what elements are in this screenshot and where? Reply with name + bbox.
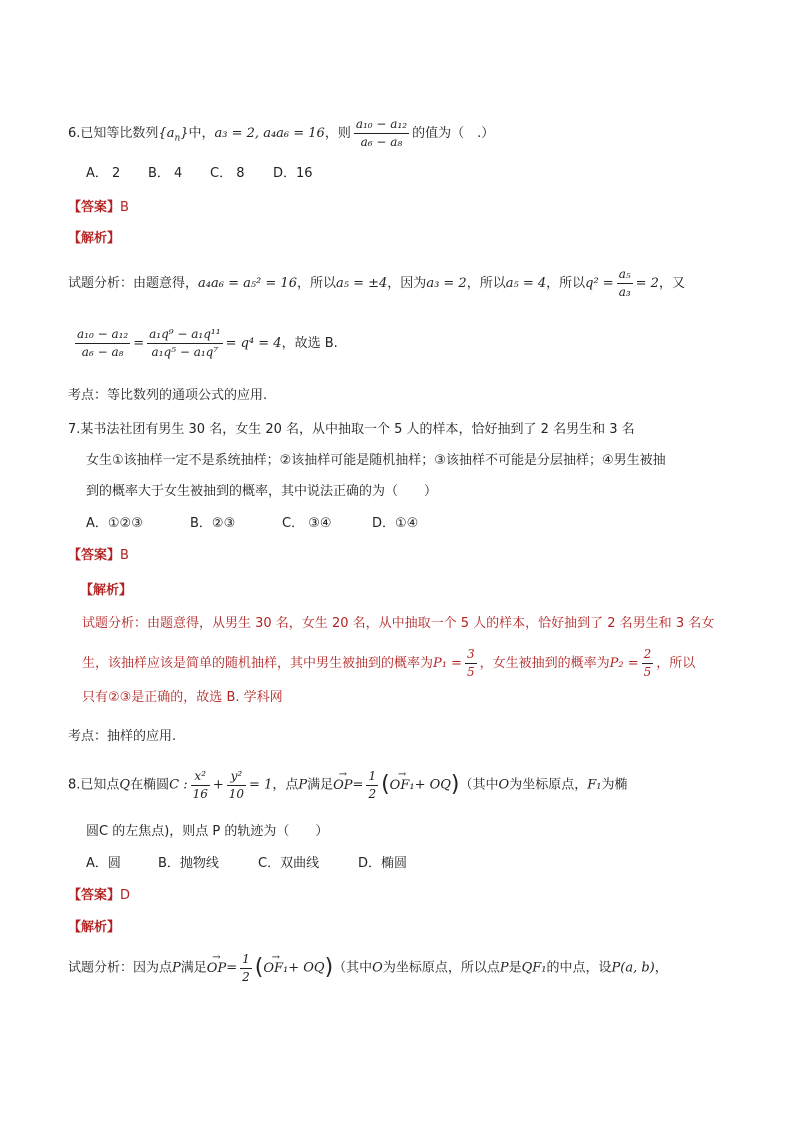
q7-analysis-line1: 试题分析：由题意得，从男生 30 名，女生 20 名，从中抽取一个 5 人的样本，恰好抽到了 2 名男生和 3 名女 bbox=[82, 616, 715, 631]
q8-stem-line2: 圆C 的左焦点)，则点 P 的轨迹为（ ） bbox=[86, 824, 329, 839]
q7-analysis-label: 【解析】 bbox=[80, 583, 133, 598]
answer-label: 【答案】 bbox=[68, 200, 121, 215]
q6-option-a: A． 2 bbox=[86, 166, 121, 181]
q7-kaodian: 考点：抽样的应用. bbox=[68, 729, 177, 744]
q6-kaodian: 考点：等比数列的通项公式的应用. bbox=[68, 388, 268, 403]
q8-answer: 【答案】D bbox=[68, 888, 131, 903]
q8-option-a: A．圆 bbox=[86, 856, 121, 871]
q7-analysis-line2: 生，该抽样应该是简单的随机抽样，其中男生被抽到的概率为P₁ = $\frac{3}{5}$ ，女生被抽到的概率为P₂ = $\frac{2}{5}$ ，所以 bbox=[82, 647, 696, 679]
answer-value: B bbox=[120, 200, 129, 215]
q7-options bbox=[86, 514, 418, 534]
q6-number: 6. bbox=[68, 126, 81, 141]
q7-option-d: D．①④ bbox=[372, 516, 419, 531]
q6-text-b: 中， bbox=[188, 126, 215, 141]
q7-option-a: A．①②③ bbox=[86, 516, 143, 531]
q6-text-a: 已知等比数列 bbox=[80, 126, 159, 141]
q8-option-c: C．双曲线 bbox=[258, 856, 320, 871]
q6-option-b: B． 4 bbox=[148, 166, 183, 181]
q6-fraction: $\frac{\text{a₁₀ − a₁₂}}{\text{a₆ − a₈}}$ bbox=[355, 117, 408, 149]
q7-answer: 【答案】B bbox=[68, 548, 129, 563]
q7-option-c: C． ③④ bbox=[282, 516, 332, 531]
q6-options bbox=[86, 164, 313, 184]
q7-analysis-line3: 只有②③是正确的，故选 B. 学科网 bbox=[82, 690, 283, 705]
q7-option-b: B．②③ bbox=[190, 516, 236, 531]
q6-option-c: C． 8 bbox=[210, 166, 245, 181]
q6-analysis-line2: $\frac{\text{a₁₀ − a₁₂}}{\text{a₆ − a₈}}$ = $\frac{\text{a₁q⁹ − a₁q¹¹}}{\text{a₁q⁵ − a₁q⁷}}$ = q⁴ = 4，故选 B. bbox=[77, 327, 338, 359]
q6-analysis-line1: 试题分析：由题意得，a₄a₆ = a₅² = 16，所以a₅ = ±4，因为a₃ = 2，所以a₅ = 4，所以q² = $\frac{\text{a₅}}{\text{a₃}}$ = 2，又 bbox=[68, 267, 685, 299]
q6-stem bbox=[68, 116, 494, 153]
q6-analysis-label: 【解析】 bbox=[68, 231, 121, 246]
q6-condition: a₃ = 2, a₄a₆ = 16 bbox=[214, 126, 325, 141]
q8-stem-line1: 8.已知点Q在椭圆C : $\frac{\text{x²}}{16}$ + $\frac{\text{y²}}{10}$ = 1，点P满足→ OP= $\frac{1}{2}$ (→ OF₁+ OQ)（其中O为坐标原点，F₁为椭 bbox=[68, 765, 627, 806]
q8-option-b: B．抛物线 bbox=[158, 856, 219, 871]
q6-option-d: D．16 bbox=[273, 166, 313, 181]
q8-options bbox=[86, 854, 407, 874]
q7-stem-line2: 女生①该抽样一定不是系统抽样；②该抽样可能是随机抽样；③该抽样不可能是分层抽样；④男生被抽 bbox=[86, 453, 666, 468]
q7-stem-line1: 7.某书法社团有男生 30 名，女生 20 名，从中抽取一个 5 人的样本，恰好抽到了 2 名男生和 3 名 bbox=[68, 422, 635, 437]
q6-text-d: 的值为（ .） bbox=[412, 126, 495, 141]
q6-text-c: ，则 bbox=[324, 126, 351, 141]
q8-analysis-label: 【解析】 bbox=[68, 920, 121, 935]
q8-analysis-line1: 试题分析：因为点P满足→ OP= $\frac{1}{2}$ (→ OF₁+ OQ)（其中O为坐标原点，所以点P是QF₁的中点，设P(a, b)， bbox=[68, 948, 668, 989]
q6-answer bbox=[68, 198, 129, 218]
q6-seq: $\{a_n\}$ bbox=[158, 126, 189, 144]
q7-stem-line3: 到的概率大于女生被抽到的概率，其中说法正确的为（ ） bbox=[86, 484, 438, 499]
q8-option-d: D．椭圆 bbox=[358, 856, 408, 871]
